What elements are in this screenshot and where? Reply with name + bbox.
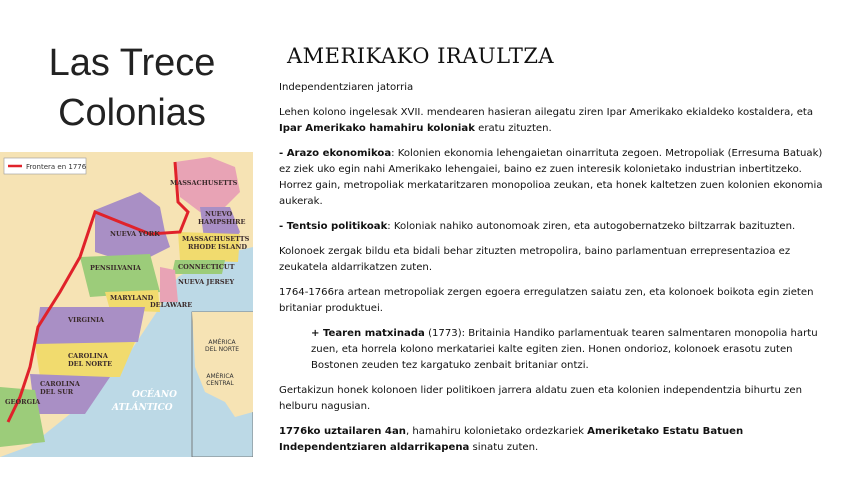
slide-title-line2: Colonias [58,92,206,134]
map-label-nj: NUEVA JERSEY [178,278,235,286]
slide-content [279,80,835,465]
map-label-sc2: DEL SUR [40,388,74,396]
map-label-md: MARYLAND [110,294,154,302]
text-span: sinatu zuten. [469,442,539,453]
inset-label-2: DEL NORTE [204,346,240,353]
bold-span: Ipar Amerikako hamahiru koloniak [279,123,475,134]
map-label-ct: CONNECTICUT [178,263,235,271]
bold-span: - Tentsio politikoak [279,221,388,232]
map-label-va: VIRGINIA [68,316,105,324]
map-label-ny: NUEVA YORK [110,230,160,238]
paragraph-tea-party [279,326,835,374]
section-heading: AMERIKAKO IRAULTZA [287,44,555,68]
paragraph-politics [279,219,835,235]
map-label-pa: PENSILVANIA [90,264,141,272]
inset-label-4: CENTRAL [206,380,234,387]
text-span: , hamahiru kolonietako ordezkariek [405,426,588,437]
region-virginia [35,307,145,347]
text-span: : Koloniak nahiko autonomoak ziren, eta autogobernatzeko biltzarrak bazituzten. [387,221,796,232]
text-span: (1773): Britainia Handiko parlamentuak tearen salmentaren monopolia hartu zuen, eta horrela kolono merkatariei kalte egiten zien. Honen ondorioz, kolonoek erasotu zuten Bostonen zeuden tez kargatuko zenbait britaniar ontzi. [311,328,818,371]
bold-span: Ameriketako Estatu Batuen Independentziaren aldarrikapena [279,426,744,453]
slide-title [22,38,242,138]
bold-span: 1776ko uztailaren 4an [279,426,406,437]
map-label-ocean2: ATLÁNTICO [112,403,173,413]
map-label-ga: GEORGIA [5,398,41,406]
map-label-massachusetts-north: MASSACHUSETTS [170,179,238,187]
map-label-ri: RHODE ISLAND [188,243,247,251]
paragraph-economy [279,146,835,210]
map-label-mass: MASSACHUSETTS [182,235,250,243]
map-svg [0,152,253,457]
bold-span: - Arazo ekonomikoa [279,148,392,159]
map-label-ocean1: OCÉANO [132,390,177,400]
paragraph-boycott: 1764-1766ra artean metropoliak zergen egoera erregulatzen saiatu zen, eta kolonoek boikota egin zieten britaniar produktuei. [279,287,814,314]
map-label-nh2: HAMPSHIRE [198,218,246,226]
map-label-nc2: DEL NORTE [68,360,113,368]
paragraph-colonists [279,105,835,137]
map-label-nh1: NUEVO [205,210,233,218]
thirteen-colonies-map [0,152,253,457]
paragraph-declaration [279,424,835,456]
text-span: Lehen kolono ingelesak XVII. mendearen hasieran ailegatu ziren Ipar Amerikako ekialdeko kostaldera, eta [279,107,814,118]
inset-label-3: AMÉRICA [206,373,234,380]
text-span: : Kolonien ekonomia lehengaietan oinarrituta zegoen. Metropoliak (Erresuma Batuak) ez ziek uko egin nahi Amerikako lehengaiei, baino ez zuen interesik kolonietako industrian inbertitzeko. Horrez gain, metropoliak merkataritzaren monopolioa zeukan, eta honek kaltetzen zuen kolonien ekonomia aukerak. [279,148,823,207]
subheading: Independentziaren jatorria [279,82,414,93]
paragraph-taxes: Kolonoek zergak bildu eta bidali behar zituzten metropolira, baino parlamentuan errepresentazioa ez zeukatela aldarrikatzen zuten. [279,246,791,273]
map-label-de: DELAWARE [150,301,193,309]
map-label-nc1: CAROLINA [68,352,108,360]
map-label-sc1: CAROLINA [40,380,80,388]
legend-label: Frontera en 1776 [26,163,87,171]
slide-title-line1: Las Trece [48,42,216,84]
paragraph-independence-goal: Gertakizun honek kolonoen lider politikoen jarrera aldatu zuen eta kolonien independentzia bihurtu zen helburu nagusian. [279,385,803,412]
bold-span: + Tearen matxinada [311,328,425,339]
inset-label-1: AMÉRICA [208,339,236,346]
text-span: eratu zituzten. [474,123,552,134]
